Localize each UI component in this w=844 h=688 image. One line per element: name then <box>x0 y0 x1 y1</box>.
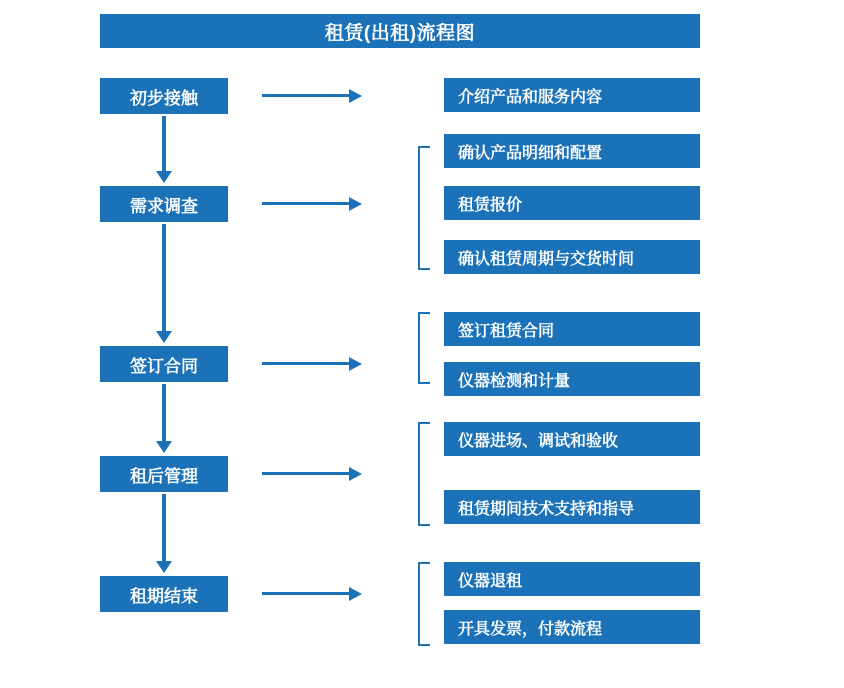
detail-box-7[interactable]: 仪器进场、调试和验收 <box>444 422 700 456</box>
detail-box-3[interactable]: 租赁报价 <box>444 186 700 220</box>
vertical-arrow-4 <box>162 494 166 562</box>
horizontal-arrow-2 <box>262 202 350 205</box>
detail-box-5[interactable]: 签订租赁合同 <box>444 312 700 346</box>
vertical-arrow-1 <box>162 116 166 172</box>
group-bracket-3 <box>418 312 430 384</box>
stage-box-5[interactable]: 租期结束 <box>100 576 228 612</box>
stage-box-4[interactable]: 租后管理 <box>100 456 228 492</box>
page-title: 租赁(出租)流程图 <box>100 14 700 48</box>
stage-box-1[interactable]: 初步接触 <box>100 78 228 114</box>
stage-box-2[interactable]: 需求调查 <box>100 186 228 222</box>
vertical-arrow-3 <box>162 384 166 442</box>
horizontal-arrow-1 <box>262 94 350 97</box>
detail-box-9[interactable]: 仪器退租 <box>444 562 700 596</box>
vertical-arrow-2 <box>162 224 166 332</box>
detail-box-8[interactable]: 租赁期间技术支持和指导 <box>444 490 700 524</box>
detail-box-1[interactable]: 介绍产品和服务内容 <box>444 78 700 112</box>
stage-box-3[interactable]: 签订合同 <box>100 346 228 382</box>
horizontal-arrow-3 <box>262 362 350 365</box>
group-bracket-4 <box>418 422 430 526</box>
horizontal-arrow-4 <box>262 472 350 475</box>
detail-box-4[interactable]: 确认租赁周期与交货时间 <box>444 240 700 274</box>
detail-box-6[interactable]: 仪器检测和计量 <box>444 362 700 396</box>
detail-box-2[interactable]: 确认产品明细和配置 <box>444 134 700 168</box>
horizontal-arrow-5 <box>262 592 350 595</box>
group-bracket-2 <box>418 146 430 270</box>
group-bracket-5 <box>418 562 430 646</box>
detail-box-10[interactable]: 开具发票，付款流程 <box>444 610 700 644</box>
